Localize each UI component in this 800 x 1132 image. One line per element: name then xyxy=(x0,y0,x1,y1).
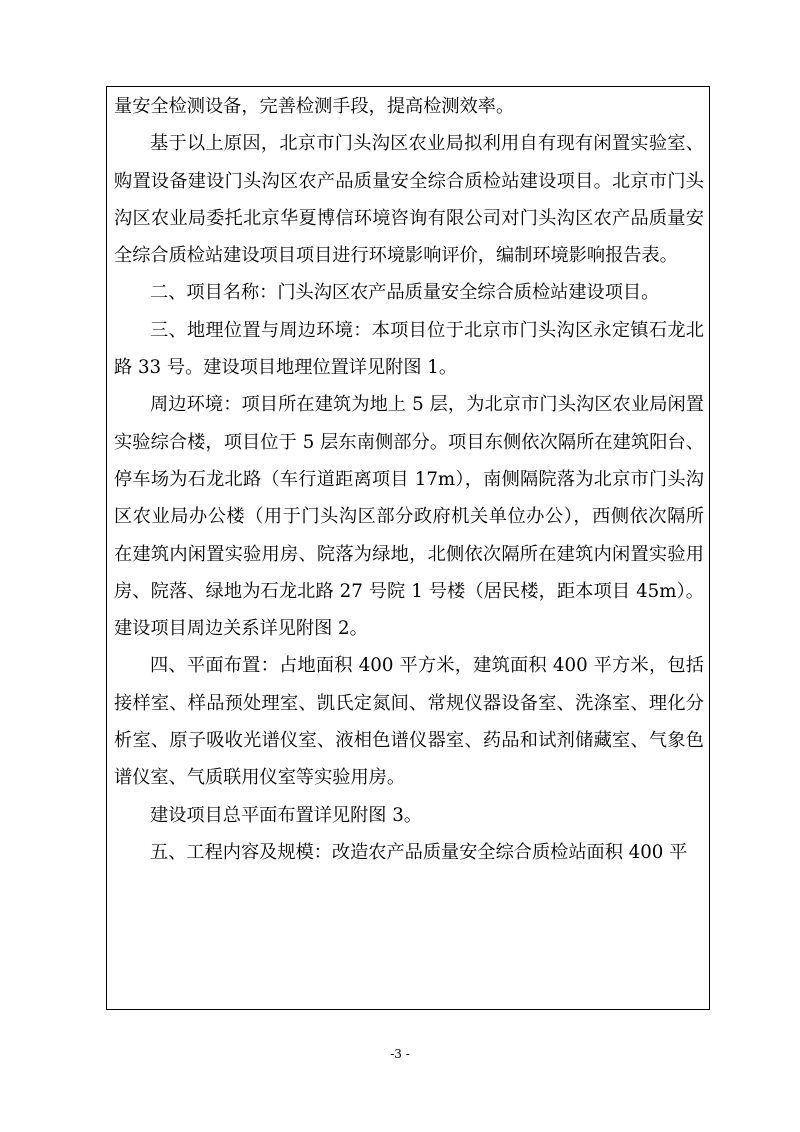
paragraph-project-name: 二、项目名称：门头沟区农产品质量安全综合质检站建设项目。 xyxy=(150,282,660,304)
paragraph-layout-reference: 建设项目总平面布置详见附图 3。 xyxy=(150,804,422,826)
paragraph-continuation: 量安全检测设备，完善检测手段，提高检测效率。 xyxy=(114,96,515,117)
document-body xyxy=(114,88,704,871)
page-number: -3 - xyxy=(390,1047,410,1061)
paragraph-surroundings: 周边环境：项目所在建筑为地上 5 层，为北京市门头沟区农业局闲置实验综合楼，项目位于 5 层东南侧部分。项目东侧依次隔所在建筑阳台、停车场为石龙北路（车行道距离项目 17m），南侧隔院落为北京市门头沟区农业局办公楼（用于门头沟区部分政府机关单位办公），西侧依次隔所在建筑内闲置实验用房、院落为绿地，北侧依次隔所在建筑内闲置实验用房、院落、绿地为石龙北路 27 号院 1 号楼（居民楼，距本项目 45m）。建设项目周边关系详见附图 2。 xyxy=(114,394,704,640)
paragraph-layout: 四、平面布置：占地面积 400 平方米，建筑面积 400 平方米，包括接样室、样品预处理室、凯氏定氮间、常规仪器设备室、洗涤室、理化分析室、原子吸收光谱仪室、液相色谱仪器室、药品和试剂储藏室、气象色谱仪室、气质联用仪室等实验用房。 xyxy=(114,655,704,789)
paragraph-location: 三、地理位置与周边环境：本项目位于北京市门头沟区永定镇石龙北路 33 号。建设项目地理位置详见附图 1。 xyxy=(114,319,704,379)
paragraph-scope: 五、工程内容及规模：改造农产品质量安全综合质检站面积 400 平 xyxy=(150,841,688,863)
paragraph-background: 基于以上原因，北京市门头沟区农业局拟利用自有现有闲置实验室、购置设备建设门头沟区农产品质量安全综合质检站建设项目。北京市门头沟区农业局委托北京华夏博信环境咨询有限公司对门头沟区农产品质量安全综合质检站建设项目项目进行环境影响评价，编制环境影响报告表。 xyxy=(114,133,704,267)
